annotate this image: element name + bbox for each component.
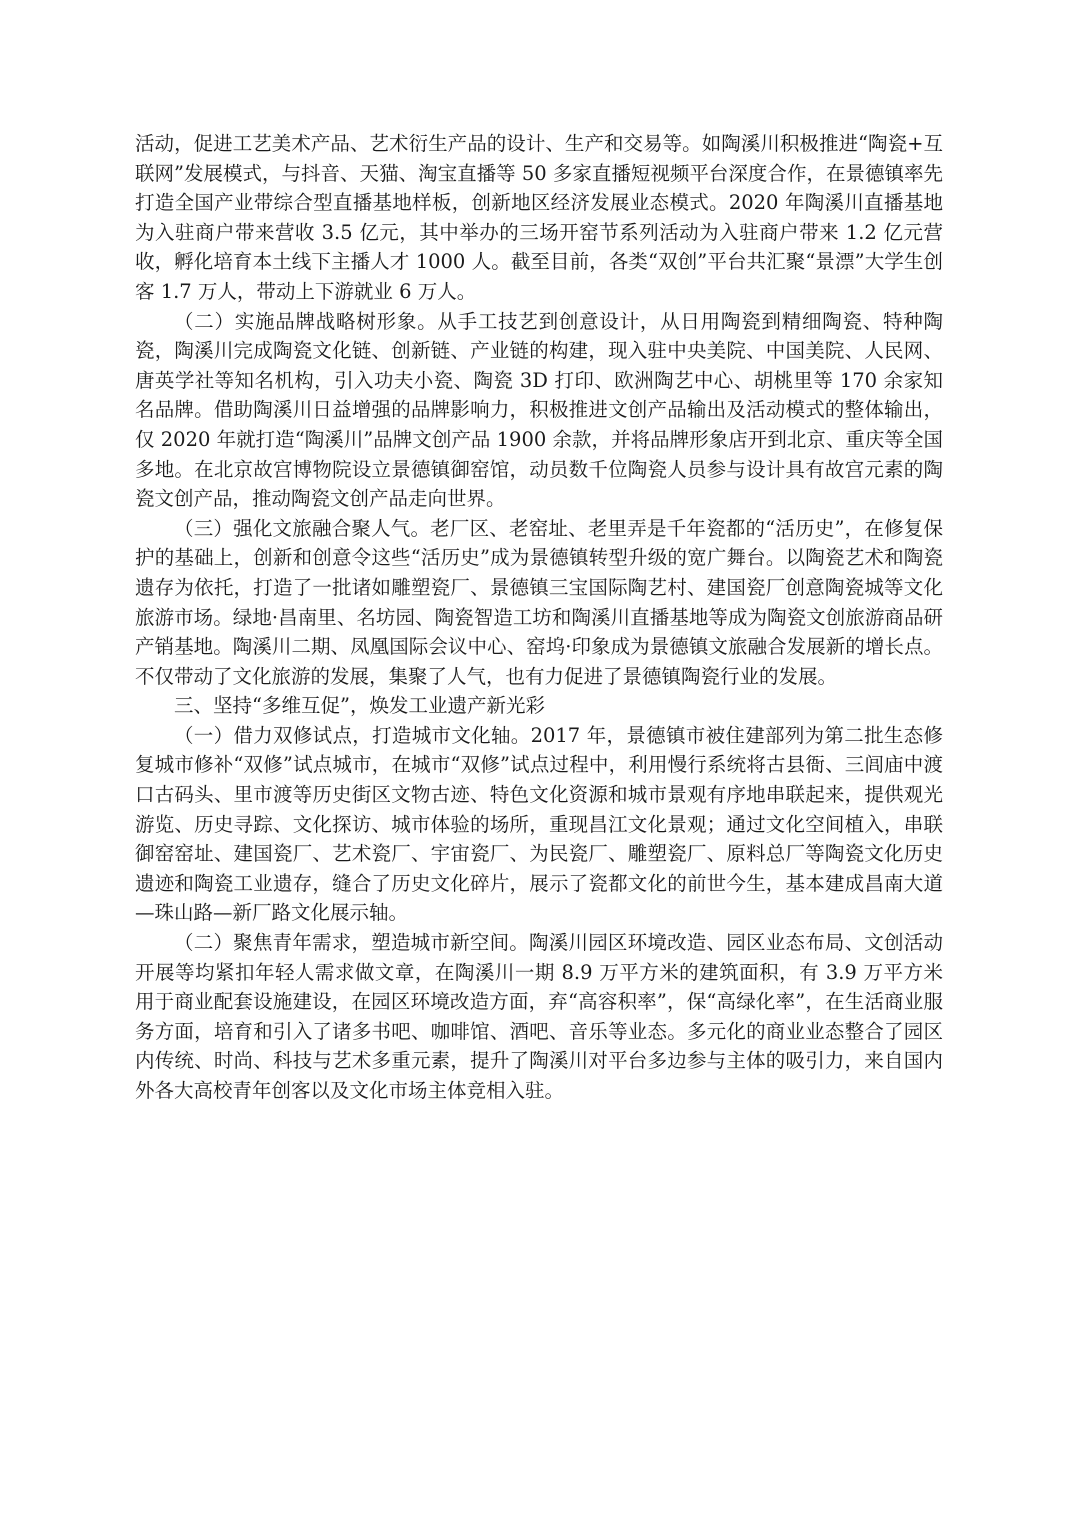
paragraph-culture-tourism: （三）强化文旅融合聚人气。老厂区、老窑址、老里弄是千年瓷都的“活历史”，在修复保护的基础上，创新和创意令这些“活历史”成为景德镇转型升级的宽广舞台。以陶瓷艺术和陶瓷遗存为依托，打造了一批诸如雕塑瓷厂、景德镇三宝国际陶艺村、建国瓷厂创意陶瓷城等文化旅游市场。绿地·昌南里、名坊园、陶瓷智造工坊和陶溪川直播基地等成为陶瓷文创旅游商品研产销基地。陶溪川二期、凤凰国际会议中心、窑坞·印象成为景德镇文旅融合发展新的增长点。不仅带动了文化旅游的发展，集聚了人气，也有力促进了景德镇陶瓷行业的发展。 (135, 516, 943, 688)
paragraph-city-culture-axis: （一）借力双修试点，打造城市文化轴。2017 年，景德镇市被住建部列为第二批生态修复城市修补“双修”试点城市，在城市“双修”试点过程中，利用慢行系统将古县衙、三闾庙中渡口古码头、里市渡等历史街区文物古迹、特色文化资源和城市景观有序地串联起来，提供观光游览、历史寻踪、文化探访、城市体验的场所，重现昌江文化景观；通过文化空间植入，串联御窑窑址、建国瓷厂、艺术瓷厂、宇宙瓷厂、为民瓷厂、雕塑瓷厂、原料总厂等陶瓷文化历史遗迹和陶瓷工业遗存，缝合了历史文化碎片，展示了瓷都文化的前世今生，基本建成昌南大道—珠山路—新厂路文化展示轴。 (135, 723, 943, 925)
document-page (135, 129, 943, 1106)
paragraph-livestream-economy: 活动，促进工艺美术产品、艺术衍生产品的设计、生产和交易等。如陶溪川积极推进“陶瓷+互联网”发展模式，与抖音、天猫、淘宝直播等 50 多家直播短视频平台深度合作，在景德镇率先打造全国产业带综合型直播基地样板，创新地区经济发展业态模式。2020 年陶溪川直播基地为入驻商户带来营收 3.5 亿元，其中举办的三场开窑节系列活动为入驻商户带来 1.2 亿元营收，孵化培育本土线下主播人才 1000 人。截至目前，各类“双创”平台共汇聚“景漂”大学生创客 1.7 万人，带动上下游就业 6 万人。 (135, 132, 943, 303)
section-heading-three: 三、坚持“多维互促”，焕发工业遗产新光彩 (174, 694, 545, 718)
paragraph-youth-space: （二）聚焦青年需求，塑造城市新空间。陶溪川园区环境改造、园区业态布局、文创活动开展等均紧扣年轻人需求做文章，在陶溪川一期 8.9 万平方米的建筑面积，有 3.9 万平方米用于商业配套设施建设，在园区环境改造方面，弃“高容积率”，保“高绿化率”，在生活商业服务方面，培育和引入了诸多书吧、咖啡馆、酒吧、音乐等业态。多元化的商业业态整合了园区内传统、时尚、科技与艺术多重元素，提升了陶溪川对平台多边参与主体的吸引力，来自国内外各大高校青年创客以及文化市场主体竞相入驻。 (135, 931, 943, 1102)
paragraph-brand-strategy: （二）实施品牌战略树形象。从手工技艺到创意设计，从日用陶瓷到精细陶瓷、特种陶瓷，陶溪川完成陶瓷文化链、创新链、产业链的构建，现入驻中央美院、中国美院、人民网、唐英学社等知名机构，引入功夫小瓷、陶瓷 3D 打印、欧洲陶艺中心、胡桃里等 170 余家知名品牌。借助陶溪川日益增强的品牌影响力，积极推进文创产品输出及活动模式的整体输出，仅 2020 年就打造“陶溪川”品牌文创产品 1900 余款，并将品牌形象店开到北京、重庆等全国多地。在北京故宫博物院设立景德镇御窑馆，动员数千位陶瓷人员参与设计具有故宫元素的陶瓷文创产品，推动陶瓷文创产品走向世界。 (135, 309, 943, 511)
